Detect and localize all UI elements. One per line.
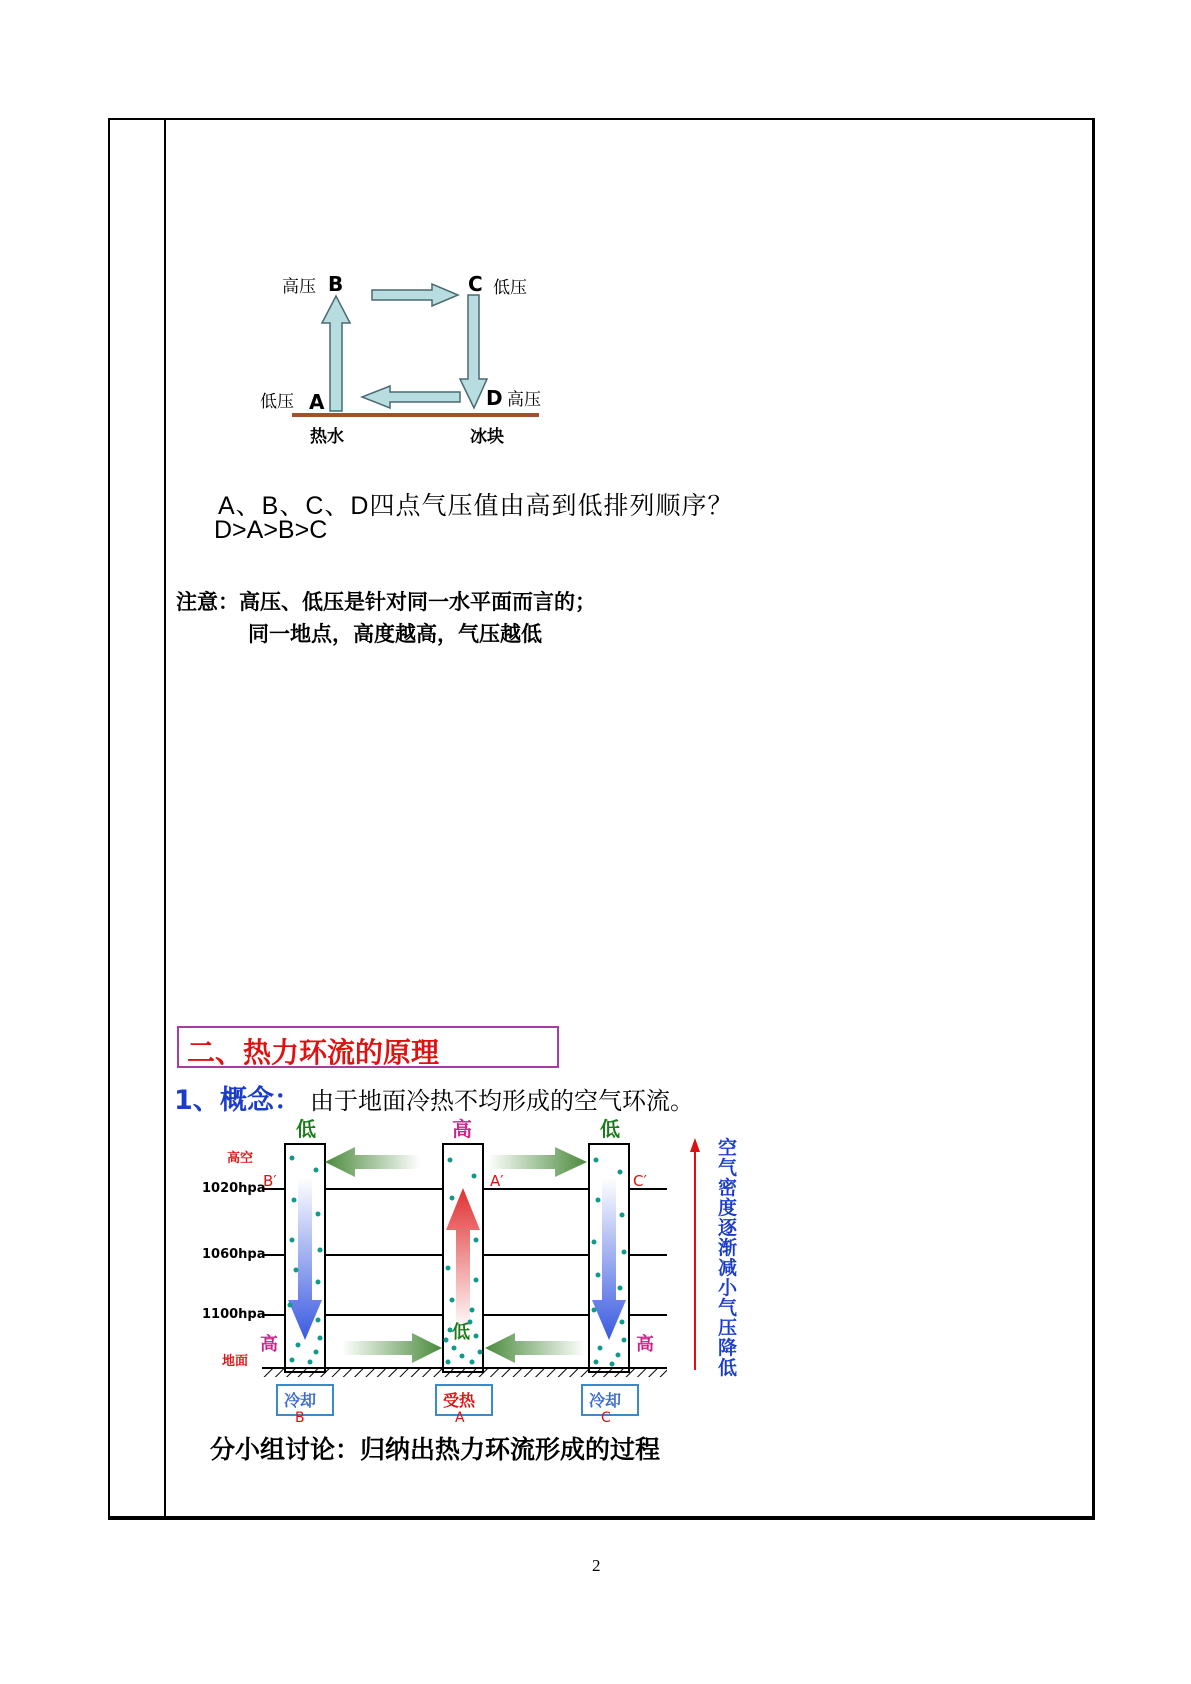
section-title: 二、热力环流的原理 xyxy=(187,1036,440,1069)
pressure-level-1060: 1060hpa xyxy=(202,1247,266,1262)
point-a-prime: A′ xyxy=(490,1172,504,1190)
page-number: 2 xyxy=(592,1556,601,1575)
note-line-2: 同一地点，高度越高，气压越低 xyxy=(248,621,542,646)
point-b-prime: B′ xyxy=(263,1172,277,1190)
label-ground: 地面 xyxy=(222,1354,249,1369)
bottom-high-left: 高 xyxy=(260,1334,278,1355)
arrow-upper-left xyxy=(325,1147,420,1177)
point-c: C xyxy=(601,1410,611,1426)
box-left-label: 冷却 xyxy=(284,1391,317,1410)
label-c-pressure: 低压 xyxy=(493,278,527,298)
concept-number: 1、 xyxy=(174,1085,220,1116)
label-d-pressure: 高压 xyxy=(507,390,541,410)
top-low-right: 低 xyxy=(600,1117,620,1141)
label-d: D xyxy=(486,386,503,410)
point-c-prime: C′ xyxy=(633,1172,647,1190)
box-center-label: 受热 xyxy=(443,1391,476,1410)
point-a: A xyxy=(455,1410,465,1426)
note-line-1: 注意：高压、低压是针对同一水平面而言的； xyxy=(176,589,596,614)
label-a: A xyxy=(309,390,325,414)
pressure-level-1100: 1100hpa xyxy=(202,1307,266,1322)
label-a-pressure: 低压 xyxy=(260,392,294,412)
bottom-high-right: 高 xyxy=(636,1334,654,1355)
box-right-label: 冷却 xyxy=(589,1391,622,1410)
arrow-lower-left xyxy=(342,1333,442,1363)
density-arrow-head xyxy=(690,1138,700,1152)
label-b: B xyxy=(328,272,344,296)
question-text: A、B、C、D四点气压值由高到低排列顺序？ xyxy=(218,492,734,520)
point-b: B xyxy=(295,1410,305,1426)
concept-term: 概念： xyxy=(220,1085,301,1116)
label-b-pressure: 高压 xyxy=(282,277,316,297)
label-hot-water: 热水 xyxy=(310,427,344,447)
label-c: C xyxy=(468,272,483,296)
ground-hatch xyxy=(262,1368,667,1377)
question-answer: D>A>B>C xyxy=(214,516,328,544)
concept-definition: 由于地面冷热不均形成的空气环流。 xyxy=(310,1087,694,1115)
bottom-low-center: 低 xyxy=(452,1322,470,1343)
arrow-lower-right xyxy=(485,1333,585,1363)
label-ice: 冰块 xyxy=(470,427,504,447)
discussion-text: 分小组讨论：归纳出热力环流形成的过程 xyxy=(210,1435,661,1464)
pressure-level-1020: 1020hpa xyxy=(202,1181,266,1196)
label-high-altitude: 高空 xyxy=(227,1151,254,1166)
top-low-left: 低 xyxy=(296,1117,316,1141)
density-side-text: 空气密度逐渐减小气压降低 xyxy=(718,1137,738,1379)
top-high-center: 高 xyxy=(452,1117,472,1141)
